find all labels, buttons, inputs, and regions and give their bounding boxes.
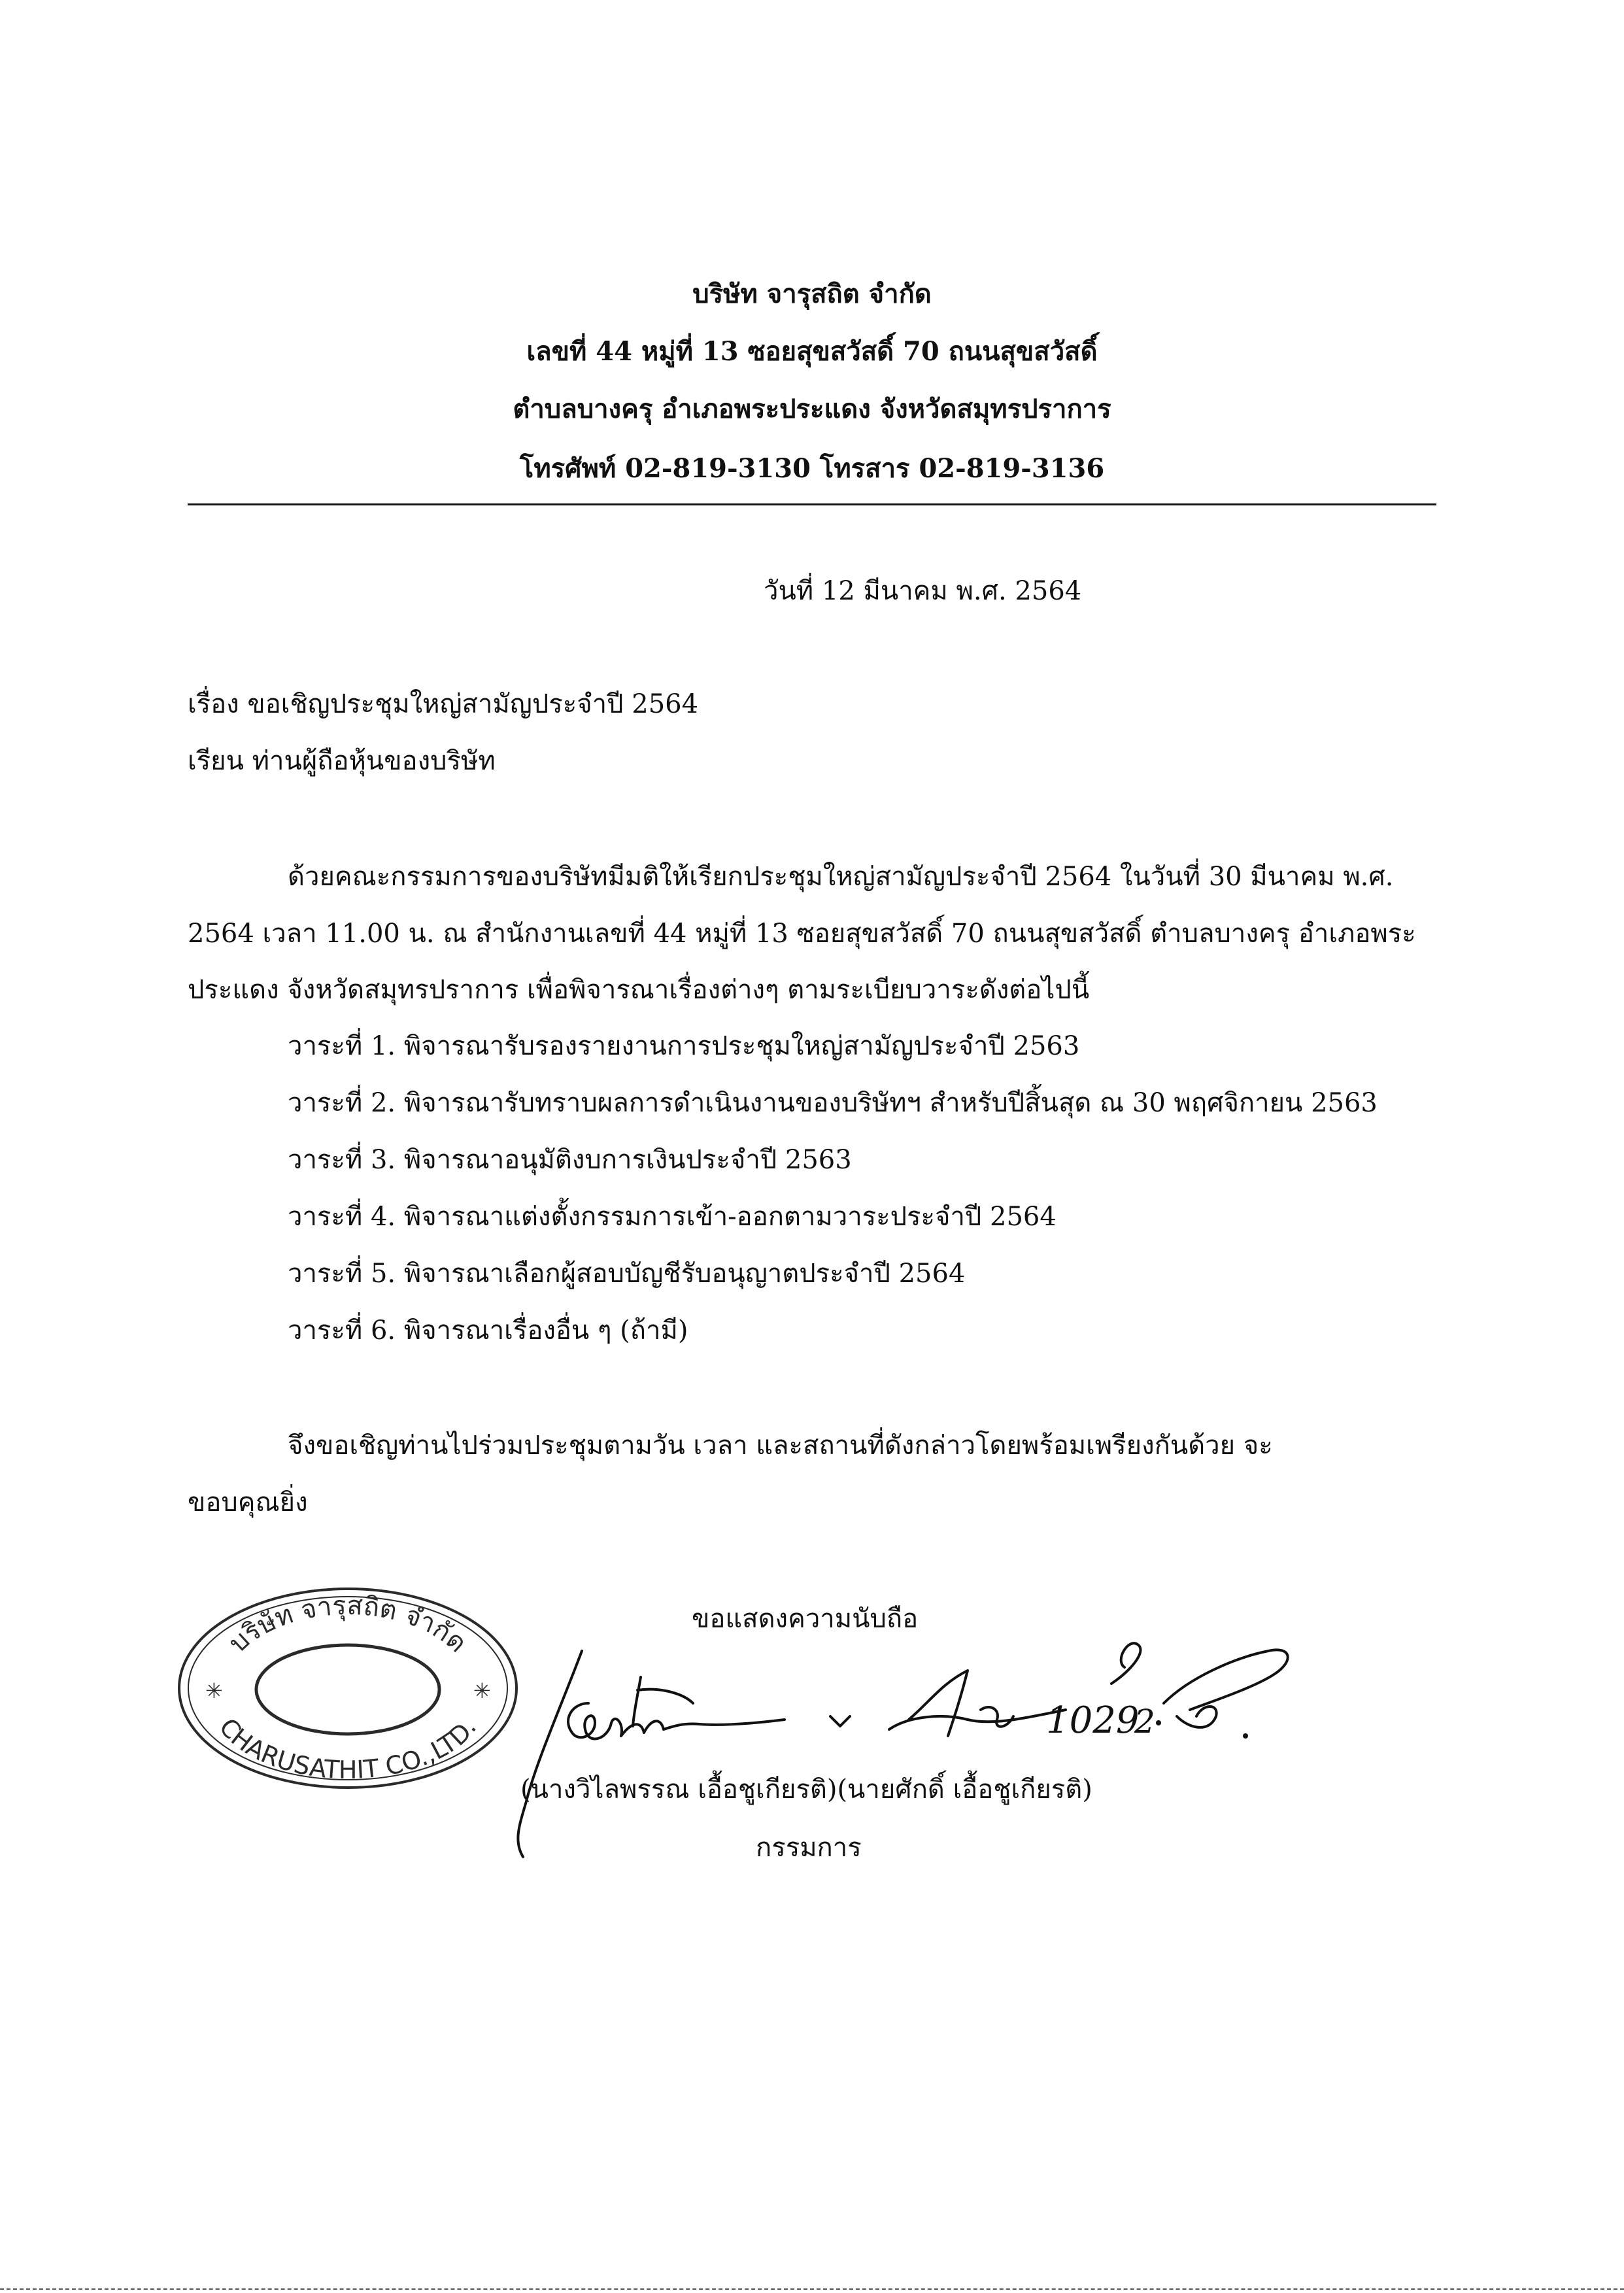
signatory-position: กรรมการ: [756, 1833, 862, 1863]
agenda-item: วาระที่ 6. พิจารณาเรื่องอื่น ๆ (ถ้ามี): [288, 1316, 688, 1346]
letter-salutation: เรียน ท่านผู้ถือหุ้นของบริษัท: [188, 746, 496, 776]
svg-text:CHARUSATHIT CO.,LTD.: [214, 1713, 482, 1784]
agenda-item: วาระที่ 4. พิจารณาแต่งตั้งกรรมการเข้า-ออกตามวาระประจำปี 2564: [288, 1202, 1057, 1232]
signature-stroke: [830, 1716, 850, 1726]
director-signatures: [510, 1605, 1294, 1863]
seal-english-text: CHARUSATHIT CO.,LTD.: [213, 1712, 482, 1785]
signature-stroke: [909, 1671, 968, 1736]
header-divider: [188, 503, 1436, 505]
signature-stroke: [1164, 1650, 1288, 1710]
closing-paragraph-line: ขอบคุณยิ่ง: [188, 1487, 308, 1518]
signature-stroke: [568, 1703, 785, 1739]
signature-stroke: [981, 1707, 1013, 1727]
signature-handwritten-mark: 2: [1134, 1703, 1155, 1741]
body-paragraph-line: ด้วยคณะกรรมการของบริษัทมีมติให้เรียกประชุมใหญ่สามัญประจำปี 2564 ในวันที่ 30 มีนาคม พ.ศ.: [288, 862, 1394, 892]
company-name: บริษัท จารุสถิต จำกัด: [692, 279, 932, 309]
seal-right-star-icon: ✳: [473, 1678, 491, 1703]
company-seal-stamp: [171, 1571, 524, 1793]
signature-stroke: [518, 1651, 582, 1857]
seal-left-star-icon: ✳: [205, 1678, 223, 1703]
signature-stroke: [637, 1690, 693, 1703]
letter-subject: เรื่อง ขอเชิญประชุมใหญ่สามัญประจำปี 2564: [188, 689, 699, 719]
signature-stroke: [1177, 1707, 1217, 1727]
company-address-line-1: เลขที่ 44 หมู่ที่ 13 ซอยสุขสวัสดิ์ 70 ถนนสุขสวัสดิ์: [526, 336, 1098, 367]
seal-thai-text: บริษัท จารุสถิต จำกัด: [223, 1590, 473, 1659]
regards-line: ขอแสดงความนับถือ: [692, 1604, 919, 1634]
svg-text:บริษัท จารุสถิต จำกัด: [223, 1591, 473, 1659]
agenda-item: วาระที่ 1. พิจารณารับรองรายงานการประชุมใหญ่สามัญประจำปี 2563: [288, 1031, 1080, 1061]
signature-stroke: [633, 1677, 641, 1726]
company-address-line-2: ตำบลบางครุ อำเภอพระประแดง จังหวัดสมุทรปราการ: [513, 394, 1111, 424]
body-paragraph-line: ประแดง จังหวัดสมุทรปราการ เพื่อพิจารณาเรื่องต่างๆ ตามระเบียบวาระดังต่อไปนี้: [188, 975, 1090, 1005]
company-contact-line: โทรศัพท์ 02-819-3130 โทรสาร 02-819-3136: [519, 453, 1105, 484]
scan-bottom-edge: [0, 2288, 1624, 2290]
agenda-item: วาระที่ 5. พิจารณาเลือกผู้สอบบัญชีรับอนุญาตประจำปี 2564: [288, 1259, 966, 1289]
signatory-names: (นางวิไลพรรณ เอื้อชูเกียรติ)(นายศักดิ์ เอื้อชูเกียรติ): [520, 1775, 1092, 1805]
agenda-item: วาระที่ 2. พิจารณารับทราบผลการดำเนินงานของบริษัทฯ สำหรับปีสิ้นสุด ณ 30 พฤศจิกายน 2563: [288, 1088, 1378, 1118]
body-paragraph-line: 2564 เวลา 11.00 น. ณ สำนักงานเลขที่ 44 หมู่ที่ 13 ซอยสุขสวัสดิ์ 70 ถนนสุขสวัสดิ์ ตำบลบางครุ อำเภอพระ: [188, 919, 1416, 949]
signature-handwritten-number: 1029: [1046, 1699, 1140, 1742]
agenda-item: วาระที่ 3. พิจารณาอนุมัติงบการเงินประจำปี 2563: [288, 1145, 852, 1175]
signature-stroke: [1111, 1643, 1140, 1684]
closing-paragraph-line: จึงขอเชิญท่านไปร่วมประชุมตามวัน เวลา และสถานที่ดังกล่าวโดยพร้อมเพรียงกันด้วย จะ: [288, 1431, 1273, 1461]
letter-date: วันที่ 12 มีนาคม พ.ศ. 2564: [764, 576, 1082, 606]
